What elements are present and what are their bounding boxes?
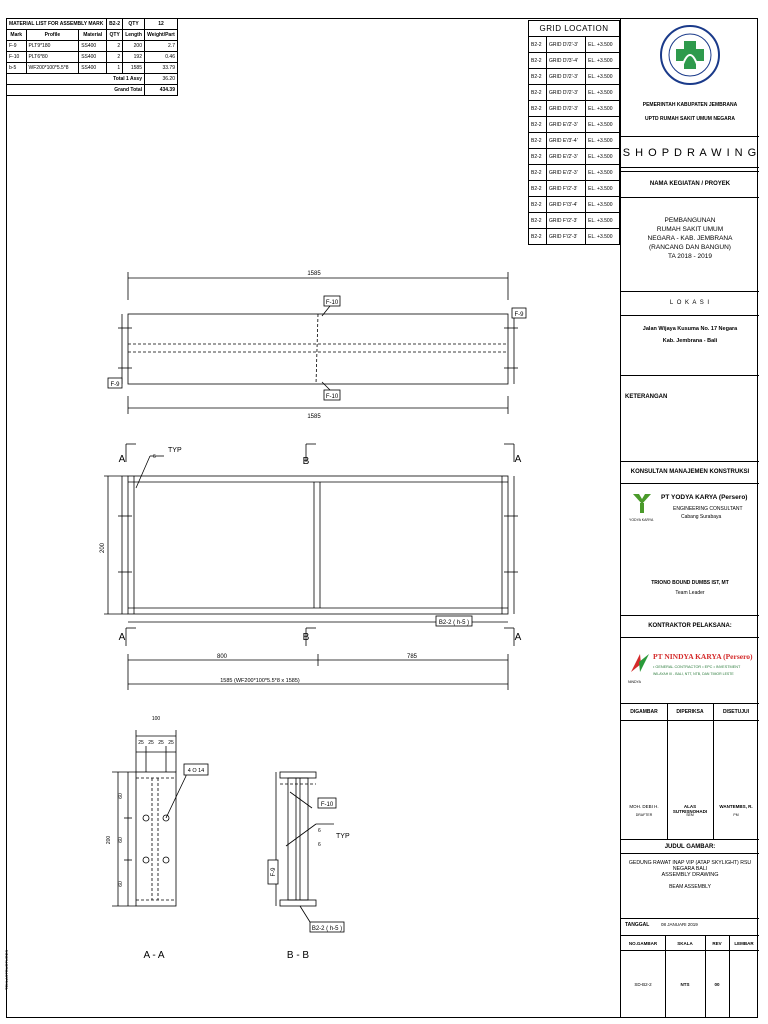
info-header-scale: SKALA [677,941,693,946]
consultant-section [621,484,759,616]
drawing-title-line-2: ASSEMBLY DRAWING [661,872,719,878]
aa-height-dimension: 200 [106,835,112,845]
location-line-1: Jalan Wijaya Kusuma No. 17 Negara [642,326,738,332]
project-line: NEGARA - KAB. JEMBRANA [647,235,733,242]
sig-role-approved: PM [733,813,739,817]
grid-location-cell: EL. +3.500 [586,53,620,69]
grid-location-cell: B2-2 [529,229,547,245]
info-header-rev: REV [712,941,722,946]
contractor-section [621,638,759,704]
consultant-label-section [621,462,759,484]
grid-location-cell: GRID E'/2'-3' [546,165,585,181]
aa-width-dimension: 100 [151,716,161,722]
section-b-b-title: B - B [286,950,310,961]
sig-role-drawn: DRAFTER [635,813,653,817]
consultant-name: PT YODYA KARYA (Persero) [661,494,748,501]
grid-location-cell: EL. +3.500 [586,197,620,213]
grid-location-cell: GRID F'/2'-3' [546,229,585,245]
drawing-title-label-section [621,840,759,854]
material-list-cell: 1585 [123,63,145,74]
grid-location-cell: EL. +3.500 [586,85,620,101]
col-profile: Profile [26,30,79,41]
location-section [621,316,759,376]
grid-location-cell: B2-2 [529,37,547,53]
aa-pitch-1: 25 [138,740,144,746]
grand-total-value: 434.39 [144,85,177,96]
col-material: Material [79,30,107,41]
nindya-logo-icon [629,650,651,676]
contractor-sub-1: • GENERAL CONTRACTOR • EPC • INVESTMENT [653,665,741,669]
yodya-logo-icon [631,492,653,514]
contractor-sub-2: WILAYAH III - BALI, NTT, NTB, DAN TIMOR LESTE [653,672,734,676]
bb-weld-typ-label: TYP [336,833,350,840]
contractor-name: PT NINDYA KARYA (Persero) [653,652,753,661]
material-list-mark: B2-2 [107,19,123,30]
weld-size-label: 6 [153,454,156,460]
grid-location-cell: B2-2 [529,149,547,165]
info-header-line [621,950,759,951]
grid-location-cell: B2-2 [529,133,547,149]
section-mark-a-right-bottom: A [514,632,522,643]
top-dimension-text: 1585 [307,271,321,277]
grid-location-cell: GRID E'/2'-3' [546,117,585,133]
material-list-cell: 2.7 [144,41,177,52]
material-list-cell: SS400 [79,41,107,52]
project-line: TA 2018 - 2019 [668,253,712,260]
tag-f10-bottom: F-10 [325,394,339,400]
section-mark-b-top: B [302,456,310,467]
grid-location-cell: EL. +3.500 [586,69,620,85]
signature-section [621,704,759,840]
drawing-title-section [621,854,759,936]
date-label: TANGGAL [625,922,650,928]
col-weight: Weight/Part [144,30,177,41]
hospital-logo-icon [659,24,721,86]
consultant-branch: Cabang Surabaya [681,514,722,520]
tag-f10-top: F-10 [325,300,339,306]
location-line-2: Kab. Jembrana - Bali [662,338,718,344]
material-list-cell: SS400 [79,52,107,63]
sig-divider [713,704,714,840]
col-mark: Mark [7,30,27,41]
material-list-title: MATERIAL LIST FOR ASSEMBLY MARK [7,19,107,30]
material-list-cell: 2 [107,41,123,52]
sig-name-checked: ALAS SUTRISNOHADI [672,804,708,814]
grid-location-cell: GRID D'/2'-3' [546,37,585,53]
grid-location-cell: GRID D'/2'-3' [546,69,585,85]
aa-pitch-4: 25 [168,740,174,746]
bb-f9-tag: F-9 [271,867,277,877]
plan-view [108,272,526,414]
location-label: L O K A S I [669,300,711,306]
beam-elevation-outline [128,476,508,614]
grid-location-cell: EL. +3.500 [586,101,620,117]
total-assy-value: 36.20 [144,74,177,85]
notes-section [621,376,759,462]
col-qty: QTY [107,30,123,41]
grid-location-cell: B2-2 [529,101,547,117]
owner-line-2: UPTD RUMAH SAKIT UMUM NEGARA [645,116,735,122]
grid-location-cell: GRID F'/2'-3' [546,213,585,229]
end-plate-outline [136,772,176,906]
section-mark-a-left: A [118,454,126,465]
grid-location-cell: EL. +3.500 [586,229,620,245]
consultant-label: KONSULTAN MANAJEMEN KONSTRUKSI [630,469,750,475]
info-value-rev: 00 [714,982,720,987]
sig-header-checked: DIPERIKSA [676,709,704,715]
section-mark-a-left-bottom: A [118,632,126,643]
sig-name-drawn: MOH. DEBI H. [629,804,659,809]
project-name [621,216,759,261]
consultant-logo-caption: YODYA KARYA [629,518,654,522]
grid-location-cell: GRID F'/3'-4' [546,197,585,213]
material-list-cell: SS400 [79,63,107,74]
grid-location-cell: EL. +3.500 [586,149,620,165]
sig-header-drawn: DIGAMBAR [630,709,658,715]
sheet-type: S H O P D R A W I N G [622,147,758,159]
info-value-number: SD-B2-2 [634,982,652,987]
aa-hole-callout: 4 O 14 [187,768,205,774]
bottom-dimension-text: 1585 [307,414,321,420]
consultant-sub: ENGINEERING CONSULTANT [673,506,743,512]
info-header-number: NO.GAMBAR [628,941,658,946]
margin-note: TEKLASTRUCTURES [4,949,9,991]
overall-dimension-label: 1585 (WF200*100*5.5*8 x 1585) [220,678,300,684]
grid-location-cell: B2-2 [529,181,547,197]
grid-location-cell: GRID E'/2'-3' [546,149,585,165]
material-list-cell: 200 [123,41,145,52]
sheet-type-section [621,136,759,172]
project-label: NAMA KEGIATAN / PROYEK [649,181,731,187]
aa-pitch-3: 25 [158,740,164,746]
material-list-cell: 2 [107,52,123,63]
bb-beam-tag: B2-2 ( h-5 ) [311,926,343,932]
aa-pitch-2: 25 [148,740,154,746]
grid-location-cell: EL. +3.500 [586,133,620,149]
dimension-left: 800 [216,654,228,660]
info-divider [705,936,706,1018]
material-list-cell: F-10 [7,52,27,63]
beam-tag: B2-2 ( h-5 ) [438,620,470,626]
sig-name-approved: WANTEMBS, R. [719,804,753,809]
grid-location-cell: GRID E'/3'-4' [546,133,585,149]
notes-label: KETERANGAN [625,394,668,400]
contractor-logo-caption: NINDYA [628,680,641,684]
material-list-qty-label: QTY [123,19,145,30]
drawing-title-line-1: GEDUNG RAWAT INAP VIP (ATAP SKYLIGHT) RSU NEGARA BALI [628,860,752,872]
drawing-title-line-3: BEAM ASSEMBLY [669,884,711,890]
material-list-cell: WF200*100*5.5*8 [26,63,79,74]
sig-divider [667,704,668,840]
bb-f10-tag: F-10 [320,802,334,808]
col-length: Length [123,30,145,41]
section-mark-b-bottom: B [302,632,310,643]
owner-line-1: PEMERINTAH KABUPATEN JEMBRANA [642,102,738,108]
bottom-flange [280,900,316,906]
info-divider [729,936,730,1018]
grid-location-cell: B2-2 [529,197,547,213]
grid-location-cell: B2-2 [529,117,547,133]
section-a-a-title: A - A [143,950,165,961]
project-line: (RANCANG DAN BANGUN) [649,244,731,251]
aa-vertical-1: 60 [118,793,124,799]
section-b-b [268,772,344,932]
height-dimension-text: 200 [100,542,106,554]
project-label-section [621,172,759,198]
material-list-cell: 192 [123,52,145,63]
grand-total-label: Grand Total [7,85,145,96]
grid-location-cell: B2-2 [529,213,547,229]
grid-location-cell: B2-2 [529,85,547,101]
aa-vertical-2: 60 [118,837,124,843]
project-line: RUMAH SAKIT UMUM [656,226,724,233]
sheet-info-section [621,936,759,1018]
team-leader-name: TRIONO BOUND DUMBS IST, MT [651,580,729,586]
drawing-title-label: JUDUL GAMBAR: [664,844,716,850]
material-list-cell: F-9 [7,41,27,52]
grid-location-cell: GRID F'/2'-3' [546,181,585,197]
material-list-cell: 33.79 [144,63,177,74]
contractor-label: KONTRAKTOR PELAKSANA: [648,623,732,629]
grid-location-cell: EL. +3.500 [586,117,620,133]
info-divider [665,936,666,1018]
grid-location-cell: B2-2 [529,53,547,69]
elevation-view [104,444,518,690]
grid-location-cell: GRID D'/2'-3' [546,85,585,101]
title-block [620,18,759,1018]
dimension-right: 785 [406,654,418,660]
info-value-scale: NTS [680,982,690,987]
aa-vertical-3: 60 [118,881,124,887]
date-value: 08 JANUARI 2019 [661,922,698,927]
grid-location-cell: EL. +3.500 [586,37,620,53]
grid-location-cell: EL. +3.500 [586,165,620,181]
contractor-label-section [621,616,759,638]
location-label-section [621,292,759,316]
tag-f9-left: F-9 [110,382,120,388]
sig-header-approved: DISETUJUI [722,709,750,715]
bb-weld-size-2: 6 [318,842,321,848]
project-line: PEMBANGUNAN [664,217,716,224]
total-assy-label: Total 1 Assy [7,74,145,85]
material-list-cell: 0.46 [144,52,177,63]
grid-location-cell: B2-2 [529,69,547,85]
grid-location-cell: GRID D'/3'-4' [546,53,585,69]
team-leader-role: Team Leader [675,590,705,596]
tag-f9-right: F-9 [514,312,524,318]
info-header-sheet: LEMBAR [734,941,754,946]
section-mark-a-right: A [514,454,522,465]
project-section [621,198,759,292]
section-a-a [112,730,208,906]
grid-location-cell: GRID D'/2'-3' [546,101,585,117]
material-list-qty: 12 [144,19,177,30]
sig-header-line [621,720,759,721]
material-list-cell: PLT6*80 [26,52,79,63]
grid-location-title: GRID LOCATION [529,21,620,37]
material-list-cell: 1 [107,63,123,74]
top-flange [280,772,316,778]
grid-location-cell: EL. +3.500 [586,213,620,229]
material-list-cell: PLT9*180 [26,41,79,52]
logo-ring-text [621,18,622,19]
date-separator [621,918,759,919]
bb-weld-size-1: 6 [318,828,321,834]
weld-typ-label: TYP [168,447,182,454]
material-list-cell: b-5 [7,63,27,74]
grid-location-cell: EL. +3.500 [586,181,620,197]
sig-role-checked: SEM [686,813,694,817]
grid-location-cell: B2-2 [529,165,547,181]
